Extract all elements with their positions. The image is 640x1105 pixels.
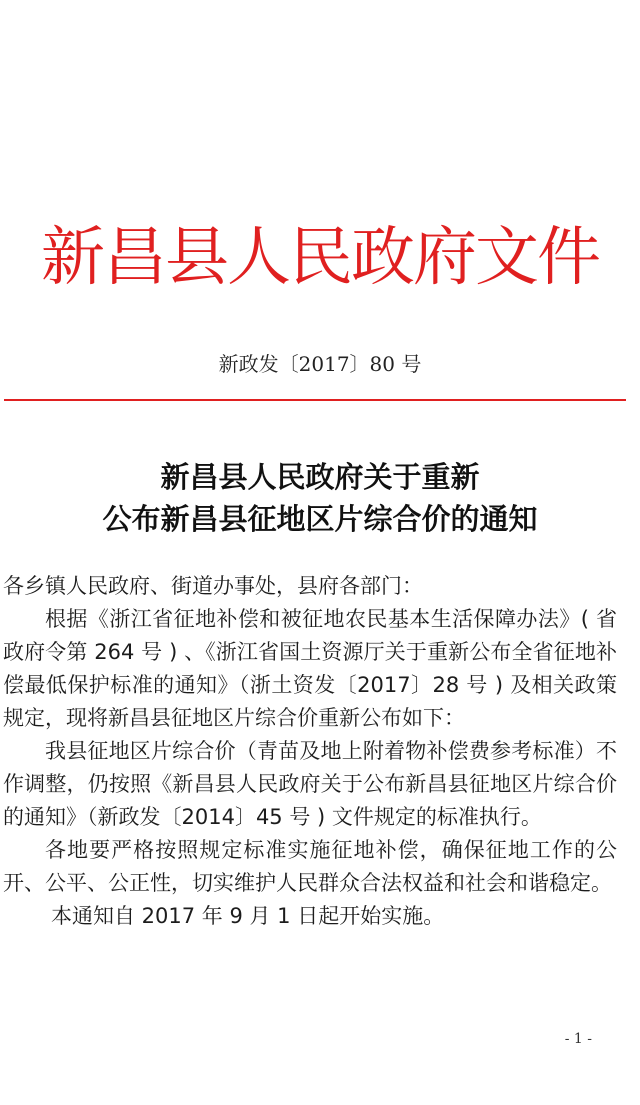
notice-title-line-2: 公布新昌县征地区片综合价的通知 <box>102 502 538 536</box>
document-number: 新政发〔2017〕80 号 <box>218 352 422 376</box>
body-paragraph-1: 根据《浙江省征地补偿和被征地农民基本生活保障办法》( 省政府令第 264 号 ) 、《浙江省国土资源厅关于重新公布全省征地补偿最低保护标准的通知》（浙土资发〔2017〕28 号 ) 及相关政策规定，现将新昌县征地区片综合价重新公布如下： <box>3 607 617 730</box>
red-header-title: 新昌县人民政府文件 <box>41 221 599 295</box>
notice-title-line-1: 新昌县人民政府关于重新 <box>160 460 480 494</box>
page-number: - 1 - <box>564 1031 592 1047</box>
body-paragraph-4: 本通知自 2017 年 9 月 1 日起开始实施。 <box>51 904 445 928</box>
red-separator-line <box>4 399 626 401</box>
notice-title <box>0 456 640 540</box>
body-paragraph-2: 我县征地区片综合价（青苗及地上附着物补偿费参考标准）不作调整，仍按照《新昌县人民政府关于公布新昌县征地区片综合价的通知》（新政发〔2014〕45 号 ) 文件规定的标准执行。 <box>3 739 617 829</box>
body-paragraph-3: 各地要严格按照规定标准实施征地补偿，确保征地工作的公开、公平、公正性，切实维护人民群众合法权益和社会和谐稳定。 <box>3 838 617 895</box>
salutation: 各乡镇人民政府、街道办事处，县府各部门： <box>3 574 423 598</box>
notice-body <box>3 570 617 933</box>
